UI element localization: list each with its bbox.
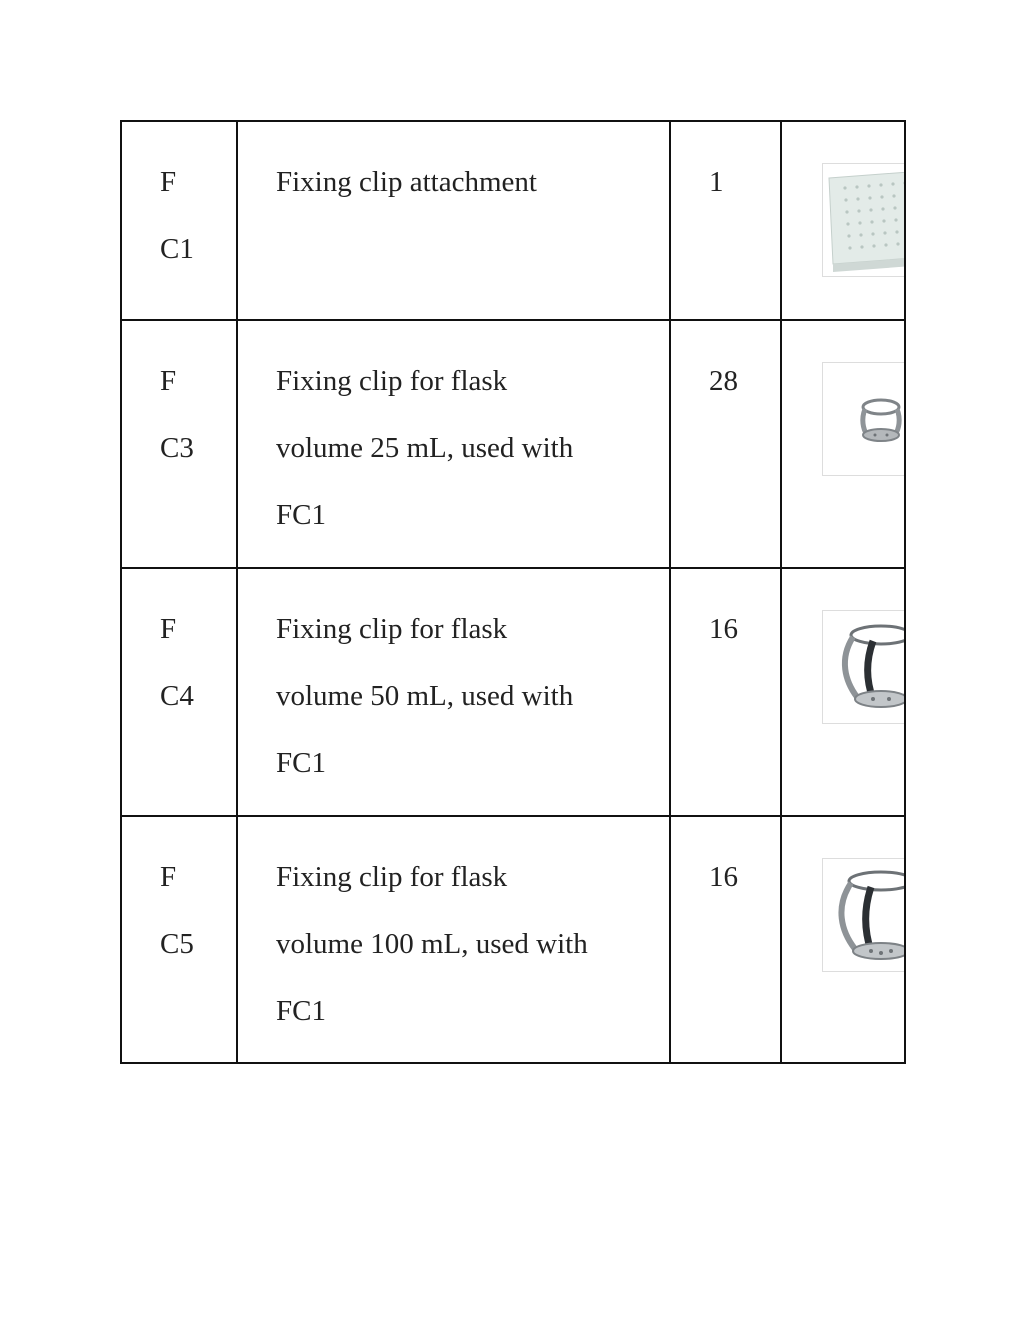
part-description: Fixing clip for flask volume 100 mL, used with FC1 xyxy=(276,861,588,1027)
image-cell xyxy=(781,121,905,320)
part-code-number: C5 xyxy=(160,928,194,960)
image-cell xyxy=(781,568,905,816)
part-code-cell xyxy=(121,568,237,816)
table-row xyxy=(121,568,905,816)
part-quantity: 28 xyxy=(709,365,738,397)
part-code-number: C3 xyxy=(160,432,194,464)
table-row xyxy=(121,320,905,568)
part-code-letter: F xyxy=(160,166,177,198)
description-cell xyxy=(237,121,670,320)
description-cell xyxy=(237,568,670,816)
quantity-cell xyxy=(670,121,781,320)
part-description: Fixing clip for flask volume 50 mL, used with FC1 xyxy=(276,613,574,779)
quantity-cell xyxy=(670,816,781,1063)
table-row xyxy=(121,816,905,1063)
part-code-cell xyxy=(121,816,237,1063)
description-cell xyxy=(237,320,670,568)
image-cell xyxy=(781,816,905,1063)
part-code-number: C1 xyxy=(160,233,194,265)
table-row xyxy=(121,121,905,320)
parts-table xyxy=(120,120,906,1064)
part-code-cell xyxy=(121,320,237,568)
perforated-plate-icon xyxy=(822,163,905,277)
part-code-cell xyxy=(121,121,237,320)
description-cell xyxy=(237,816,670,1063)
part-quantity: 16 xyxy=(709,861,738,893)
small-flask-clip-icon xyxy=(822,362,905,476)
part-quantity: 16 xyxy=(709,613,738,645)
quantity-cell xyxy=(670,568,781,816)
quantity-cell xyxy=(670,320,781,568)
part-description: Fixing clip attachment xyxy=(276,166,537,198)
part-code-number: C4 xyxy=(160,680,194,712)
part-quantity: 1 xyxy=(709,166,724,198)
part-code-letter: F xyxy=(160,365,177,397)
image-cell xyxy=(781,320,905,568)
large-flask-clip-icon xyxy=(822,858,905,972)
flask-clip-icon xyxy=(822,610,905,724)
part-description: Fixing clip for flask volume 25 mL, used with FC1 xyxy=(276,365,574,531)
part-code-letter: F xyxy=(160,861,177,893)
part-code-letter: F xyxy=(160,613,177,645)
